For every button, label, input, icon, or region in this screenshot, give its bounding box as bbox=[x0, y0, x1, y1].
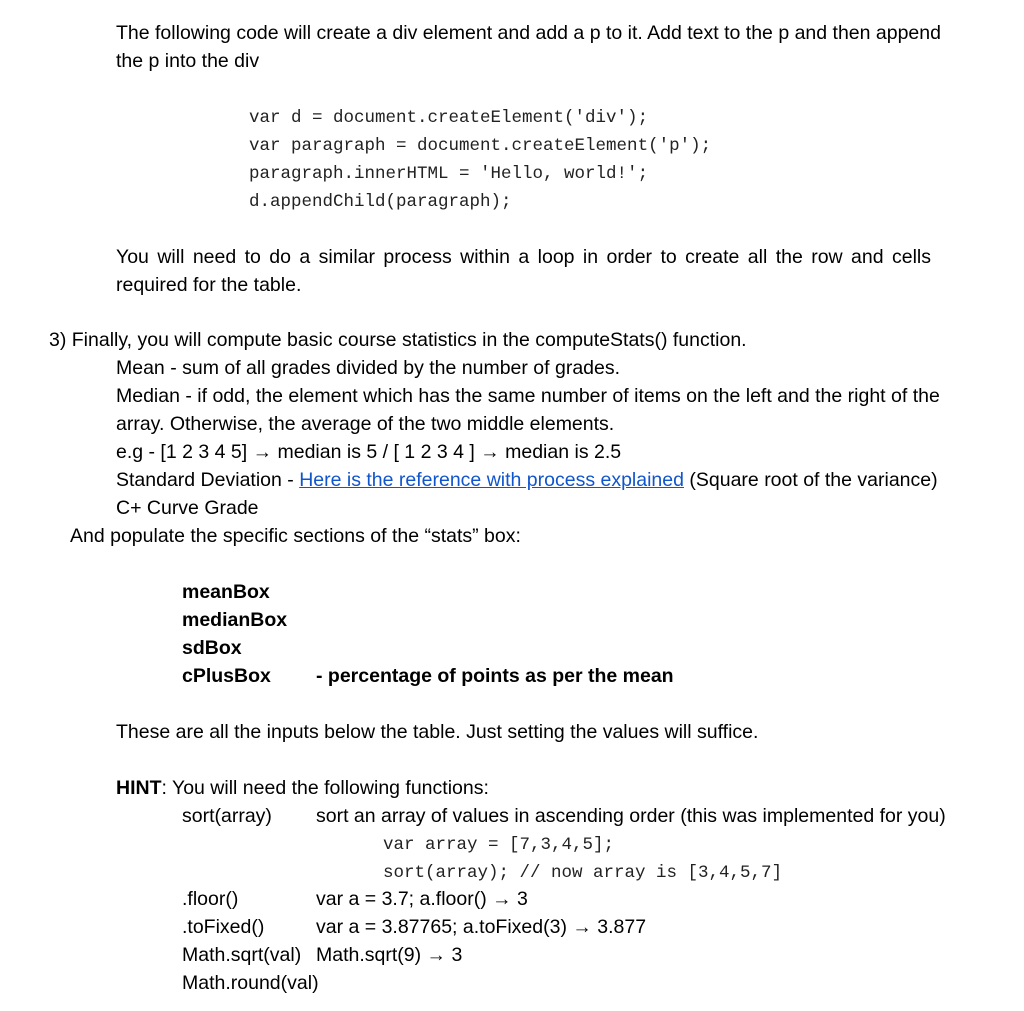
sort-code-line-2: sort(array); // now array is [3,4,5,7] bbox=[383, 863, 783, 883]
mean-definition: Mean - sum of all grades divided by the number of grades. bbox=[116, 357, 621, 379]
curve-grade: C+ Curve Grade bbox=[116, 497, 259, 519]
sd-reference-link[interactable]: Here is the reference with process explained bbox=[299, 469, 684, 491]
tofixed-function-description: var a = 3.87765; a.toFixed(3) → 3.877 bbox=[316, 916, 647, 938]
floor-function-name: .floor() bbox=[182, 888, 239, 910]
sort-code-line-1: var array = [7,3,4,5]; bbox=[383, 835, 615, 855]
intro-line-2: the p into the div bbox=[116, 50, 260, 72]
loop-note-line-2: required for the table. bbox=[116, 274, 302, 296]
intro-line-1: The following code will create a div element and add a p to it. Add text to the p and then append bbox=[116, 22, 941, 44]
sd-box-label: sdBox bbox=[182, 637, 242, 659]
sqrt-function-description: Math.sqrt(9) → 3 bbox=[316, 944, 463, 966]
median-definition-line-1: Median - if odd, the element which has the same number of items on the left and the right of the bbox=[116, 385, 940, 407]
code-line: d.appendChild(paragraph); bbox=[249, 192, 512, 212]
code-line: var d = document.createElement('div'); bbox=[249, 108, 649, 128]
sort-function-name: sort(array) bbox=[182, 805, 272, 827]
sqrt-function-name: Math.sqrt(val) bbox=[182, 944, 302, 966]
loop-note-line-1: You will need to do a similar process within a loop in order to create all the row and cells bbox=[116, 246, 932, 268]
code-line: var paragraph = document.createElement('p'); bbox=[249, 136, 712, 156]
populate-instruction: And populate the specific sections of the “stats” box: bbox=[70, 525, 521, 547]
cplus-box-description: - percentage of points as per the mean bbox=[316, 665, 674, 687]
median-example: e.g - [1 2 3 4 5] → median is 5 / [ 1 2 3 4 ] → median is 2.5 bbox=[116, 441, 622, 463]
hint-label: HINT bbox=[116, 777, 162, 799]
hint-text: : You will need the following functions: bbox=[161, 777, 489, 799]
sd-suffix: (Square root of the variance) bbox=[683, 469, 938, 491]
cplus-box-label: cPlusBox bbox=[182, 665, 271, 687]
sort-function-description: sort an array of values in ascending order (this was implemented for you) bbox=[316, 805, 946, 827]
standard-deviation-definition bbox=[116, 466, 938, 494]
code-line: paragraph.innerHTML = 'Hello, world!'; bbox=[249, 164, 649, 184]
tofixed-function-name: .toFixed() bbox=[182, 916, 265, 938]
hint-heading bbox=[116, 774, 489, 802]
median-box-label: medianBox bbox=[182, 609, 288, 631]
step-3-heading: 3) Finally, you will compute basic course statistics in the computeStats() function. bbox=[49, 329, 747, 351]
inputs-note: These are all the inputs below the table. Just setting the values will suffice. bbox=[116, 721, 759, 743]
floor-function-description: var a = 3.7; a.floor() → 3 bbox=[316, 888, 528, 910]
round-function-name: Math.round(val) bbox=[182, 972, 319, 994]
mean-box-label: meanBox bbox=[182, 581, 270, 603]
median-definition-line-2: array. Otherwise, the average of the two middle elements. bbox=[116, 413, 615, 435]
sd-prefix: Standard Deviation - bbox=[116, 469, 300, 491]
